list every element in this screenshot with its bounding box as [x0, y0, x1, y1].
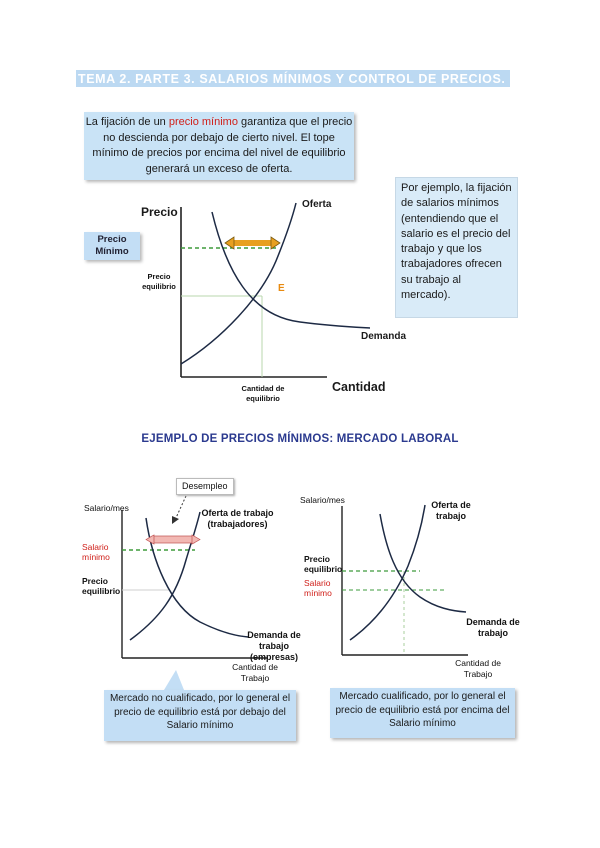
- right-eq-price-label: Precio equilibrio: [304, 554, 343, 574]
- right-x-axis-label: Cantidad de Trabajo: [455, 658, 501, 679]
- right-supply-curve: [350, 505, 425, 640]
- right-demand-curve: [380, 514, 466, 612]
- right-min-wage-label: Salario mínimo: [304, 578, 332, 598]
- left-supply-label: Oferta de trabajo (trabajadores): [201, 508, 274, 529]
- right-caption: Mercado cualificado, por lo general el precio de equilibrio está por encima del Salario mínimo: [330, 688, 515, 738]
- right-y-axis-label: Salario/mes: [300, 495, 345, 505]
- left-demand-label: Demanda de trabajo (empresas): [247, 630, 301, 662]
- left-y-axis-label: Salario/mes: [84, 503, 129, 513]
- main-demand-label: Demanda: [361, 331, 407, 342]
- example-box: Por ejemplo, la fijación de salarios mínimos (entendiendo que el salario es el precio del trabajo y que los trabajadores ofrecen su trabajo al mercado).: [395, 177, 518, 318]
- intro-text-2: garantiza que el precio no descienda por debajo de cierto nivel. El tope mínimo de precios por encima del nivel de equilibrio generará un exceso de oferta.: [92, 116, 353, 175]
- right-supply-label: Oferta de trabajo: [431, 500, 471, 521]
- main-supply-label: Oferta: [302, 199, 332, 210]
- left-x-axis-label: Cantidad de Trabajo: [232, 662, 278, 683]
- section-subtitle: EJEMPLO DE PRECIOS MÍNIMOS: MERCADO LABORAL: [141, 433, 459, 445]
- intro-text-1: La fijación de un: [85, 116, 169, 128]
- main-eq-qty-label: Cantidad de equilibrio: [241, 384, 285, 403]
- left-eq-price-label: Precio equilibrio: [82, 576, 121, 596]
- main-eq-point-label: E: [278, 283, 285, 294]
- main-x-axis-label: Cantidad: [332, 380, 386, 394]
- main-eq-price-label: Precio equilibrio: [142, 272, 176, 291]
- main-price-floor-label: Precio Mínimo: [84, 232, 140, 260]
- left-min-wage-label: Salario mínimo: [82, 542, 110, 562]
- page-title: TEMA 2. PARTE 3. SALARIOS MÍNIMOS Y CONTROL DE PRECIOS.: [76, 70, 510, 87]
- main-y-axis-label: Precio: [141, 205, 178, 219]
- left-caption: Mercado no cualificado, por lo general el precio de equilibrio está por debajo del Salario mínimo: [104, 690, 296, 741]
- left-unemployment-label: Desempleo: [176, 478, 234, 495]
- right-demand-label: Demanda de trabajo: [466, 617, 520, 638]
- intro-highlight: precio mínimo: [168, 116, 238, 128]
